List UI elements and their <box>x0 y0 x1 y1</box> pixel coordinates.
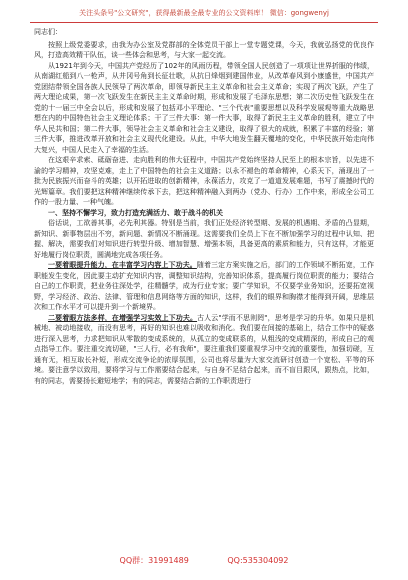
footer-qq-group: QQ群：31991489 <box>119 556 189 565</box>
text-ability: 随着三定方案实施之后，部门的工作领域不断拓宽，工作职能发生变化，因此要主动扩充知识内容，调整知识结构，完善知识体系，提高履行岗位职责的能力；要结合自己的工作职责，把业务往深处学，往精髓学，成为行业专家；要广学知识，不仅要学业务知识，还要拓宽视野，学习经济、政治、法律、管理和信息网络等方面的知识，这样，我们的眼界和胸襟才能得到开阔，思维层次和工作水平才可以提升到一个新境界。 <box>34 261 375 311</box>
paragraph-intro: 按照上级党委要求，由我为办公室及党群部的全体党员干部上一堂专题党课，今天，我就弘扬党的优良作风，打造高效精干队伍，谈一些体会和思考，与大家一起交流。 <box>34 40 374 59</box>
greeting: 同志们： <box>34 28 62 36</box>
lead-ability: 一要着眼提升能力，在丰富学习内容上下功夫。 <box>48 261 197 269</box>
paragraph-ability <box>34 260 374 313</box>
paragraph-history: 从1921年到今天，中国共产党经历了102年的风雨历程，带领全国人民创造了一项项让世界折服的伟绩，从南湖红船到八一枪声，从井冈号角到长征壮歌，从抗日烽烟到建国伟业，从改革春风到小康盛世，中国共产党团结带领全国各族人民领导了两次革命，即领导新民主主义革命和社会主义革命；实现了两次飞跃，产生了两大理论成果，第一次飞跃发生在新民主主义革命时期，形成和发展了毛泽东思想；第二次历史性飞跃发生在党的十一届三中全会以后，形成和发展了包括邓小平理论、"三个代表"重要思想以及科学发展观等重大战略思想在内的中国特色社会主义理论体系；干了三件大事：第一件大事，取得了新民主主义革命的胜利，建立了中华人民共和国；第二件大事，领导社会主义革命和社会主义建设，取得了很大的成就，积累了丰富的经验；第三件大事，推进改革开放和社会主义现代化建设。从此，中华大地发生翻天覆地的变化，中华民族开始走向伟大复兴，中国人民走入了幸福的生活。 <box>34 61 374 154</box>
footer-contact <box>0 554 408 568</box>
text-method: 古人云"学而不思则罔"，思考是学习的升华。如果只是机械地、被动地接收，而没有思考，再好的知识也难以吸收和消化。我们要在间接的基础上，结合工作中的疑惑进行深入思考，力求把知识从零散的变成系统的，从孤立的变成联系的，从粗浅的变成精深的，形成自己的观点指导工作。要注重交流切磋，"三人行，必有我师"，要注重我们要重视学习中交流的重要性，加强切磋，互通有无，相互取长补短，形成交流争论的浓厚氛围，公司也将尽量为大家交流研讨创造一个宽松、平等的环境。要注意学以致用，要将学习与工作需要结合起来，与自身不足结合起来，而不盲目跟风，跟热点，比如，有的同志，需要扬长避短地学；有的同志，需要结合新的工作职责进行 <box>34 313 374 385</box>
paragraph-learning: 俗话说，工欲善其事，必先利其器。特别是当前，我们正处经济转型期、发展的机遇期、矛盾的凸显期，新知识、新事物层出不穷，新问题、新情况不断涌现。这需要我们全员上下在不断加强学习的过程中认知、把握、解决，需要我们对知识进行转型升级、增加智慧、增强本领，具备更高的素质和能力，只有这样，才能更好地履行岗位职责，圆满地完成各项任务。 <box>34 219 374 259</box>
document-body <box>34 27 374 386</box>
footer-qq: QQ:535304092 <box>227 556 289 565</box>
paragraph-method <box>34 313 374 387</box>
paragraph-spirit: 在这艰辛求索、砥砺奋进、走向胜利的伟大征程中，中国共产党始终坚持人民至上的根本宗旨，以先进不渝的学习精神，攻坚克难，走上了中国特色的社会主义道路；以永不褪色的革命精神，心系天下，涌现出了一批为民族振兴而奋斗的英雄；以开拓进取的创新精神，永葆活力，攻克了一道道发展难题，书写了震撼时代的光辉篇章。我们要把这种精神继续传承下去，把这种精神融入到两办（党办、行办）工作中来，形成全公司工作的一股力量、一种气魄。 <box>34 156 374 206</box>
header-banner: 关注头条号"公文研究"，获得最新最全最专业的公文资料库！ 微信：gongwenyj <box>30 4 378 23</box>
lead-method: 二要着眼方法多样，在增强学习实效上下功夫。 <box>48 313 198 322</box>
section-heading-1: 一、坚持不懈学习，致力打造充满活力、敢于战斗的机关 <box>48 208 223 217</box>
